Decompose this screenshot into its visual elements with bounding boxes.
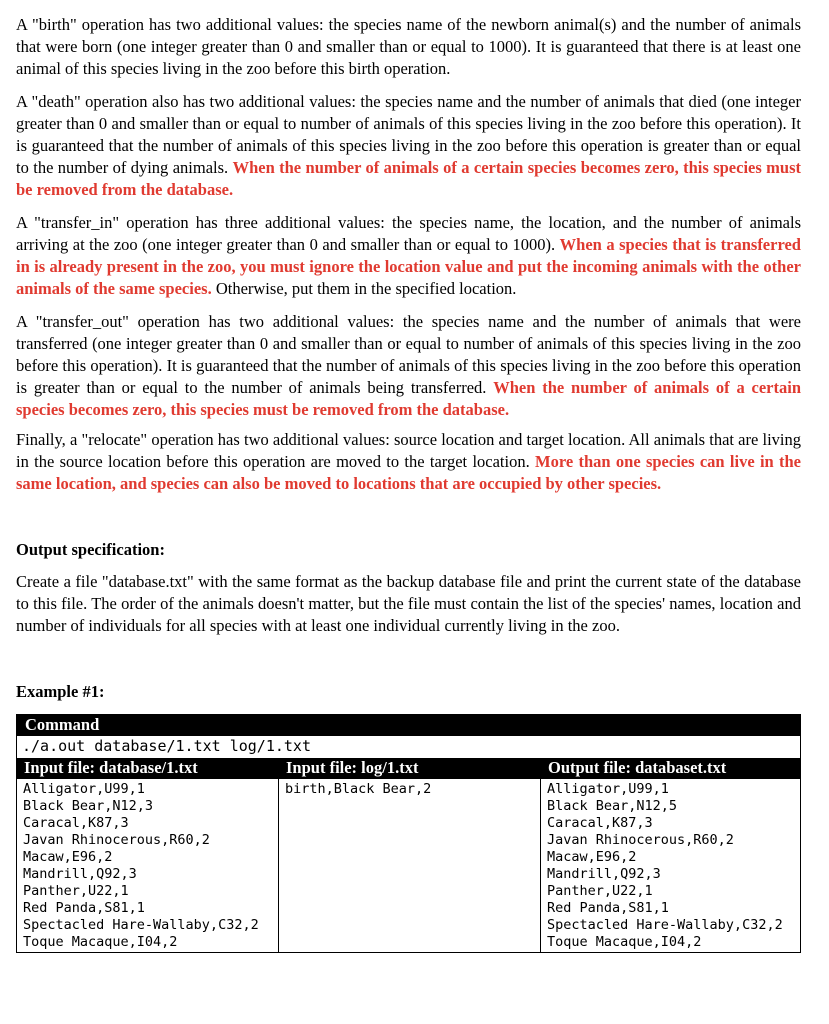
transfer-out-text: A "transfer_out" operation has two additional values: the species name and the number of animals that were transferred (one integer greater than 0 and smaller than or equal to number of animals of this species living in the zoo before this operation). It is guaranteed that the number of animals of this species living in the zoo before this operation is greater than or equal to the number of animals being transferred. bbox=[16, 312, 801, 397]
file-line: Red Panda,S81,1 bbox=[23, 900, 145, 916]
birth-text: A "birth" operation has two additional values: the species name of the newborn animal(s) and the number of animals that were born (one integer greater than 0 and smaller than or equal to 1000). It is guaranteed that there is at least one animal of this species living in the zoo before this birth operation. bbox=[16, 15, 801, 78]
file-line: Macaw,E96,2 bbox=[547, 849, 637, 865]
death-highlight: When the number of animals of a certain species becomes zero, this species must be removed from the database. bbox=[16, 158, 802, 199]
file-line: Black Bear,N12,3 bbox=[23, 798, 154, 814]
transfer-in-tail: Otherwise, put them in the specified location. bbox=[215, 279, 517, 298]
output-file-column bbox=[541, 758, 800, 952]
file-line: Javan Rhinocerous,R60,2 bbox=[547, 832, 734, 848]
relocate-paragraph bbox=[16, 429, 801, 495]
log-input-lines bbox=[279, 779, 540, 952]
file-line: Alligator,U99,1 bbox=[547, 781, 669, 797]
example-columns bbox=[17, 758, 800, 952]
relocate-highlight: More than one species can live in the same location, and species can also be moved to locations that are occupied by other species. bbox=[16, 452, 801, 493]
transfer-in-highlight: When a species that is transferred in is already present in the zoo, you must ignore the location value and put the incoming animals with the other animals of the same species. bbox=[16, 235, 801, 298]
transfer-in-text: A "transfer_in" operation has three additional values: the species name, the location, and the number of animals arriving at the zoo (one integer greater than 0 and smaller than or equal to 1000). bbox=[16, 213, 801, 254]
file-line: Toque Macaque,I04,2 bbox=[547, 934, 702, 950]
file-line: Panther,U22,1 bbox=[547, 883, 653, 899]
transfer-out-highlight: When the number of animals of a certain species becomes zero, this species must be removed from the database. bbox=[16, 378, 801, 419]
transfer-out-paragraph bbox=[16, 311, 801, 421]
log-input-header: Input file: log/1.txt bbox=[279, 758, 540, 779]
file-line: Spectacled Hare-Wallaby,C32,2 bbox=[547, 917, 783, 933]
example-heading: Example #1: bbox=[16, 682, 105, 701]
file-line: Caracal,K87,3 bbox=[547, 815, 653, 831]
database-input-header: Input file: database/1.txt bbox=[17, 758, 278, 779]
output-spec-heading: Output specification: bbox=[16, 540, 165, 559]
database-input-column bbox=[17, 758, 279, 952]
file-line: Black Bear,N12,5 bbox=[547, 798, 678, 814]
file-line: Javan Rhinocerous,R60,2 bbox=[23, 832, 210, 848]
relocate-text: Finally, a "relocate" operation has two additional values: source location and target location. All animals that are living in the source location before this operation are moved to the target location. bbox=[16, 430, 801, 471]
file-line: Mandrill,Q92,3 bbox=[23, 866, 137, 882]
command-line: ./a.out database/1.txt log/1.txt bbox=[22, 737, 311, 755]
output-file-lines bbox=[541, 779, 800, 952]
log-input-column bbox=[279, 758, 541, 952]
death-text: A "death" operation also has two additional values: the species name and the number of animals that died (one integer greater than 0 and smaller than or equal to number of animals of this species living in the zoo before this operation). It is guaranteed that the number of animals of this species living in the zoo before this operation is greater than or equal to the number of dying animals. bbox=[16, 92, 801, 177]
file-line: Caracal,K87,3 bbox=[23, 815, 129, 831]
database-input-lines bbox=[17, 779, 278, 952]
file-line: Panther,U22,1 bbox=[23, 883, 129, 899]
death-paragraph bbox=[16, 91, 801, 201]
file-line: Macaw,E96,2 bbox=[23, 849, 113, 865]
output-spec-paragraph: Create a file "database.txt" with the same format as the backup database file and print the current state of the database to this file. The order of the animals doesn't matter, but the file must contain the list of the species' names, location and number of individuals for all species with at least one individual currently living in the zoo. bbox=[16, 572, 801, 635]
example-table bbox=[16, 714, 801, 953]
output-file-header: Output file: databaset.txt bbox=[541, 758, 800, 779]
file-line: Spectacled Hare-Wallaby,C32,2 bbox=[23, 917, 259, 933]
transfer-in-paragraph bbox=[16, 212, 801, 300]
file-line: Mandrill,Q92,3 bbox=[547, 866, 661, 882]
birth-paragraph bbox=[16, 14, 801, 80]
file-line: Red Panda,S81,1 bbox=[547, 900, 669, 916]
command-header: Command bbox=[17, 715, 800, 736]
file-line: birth,Black Bear,2 bbox=[285, 781, 432, 797]
file-line: Toque Macaque,I04,2 bbox=[23, 934, 178, 950]
file-line: Alligator,U99,1 bbox=[23, 781, 145, 797]
